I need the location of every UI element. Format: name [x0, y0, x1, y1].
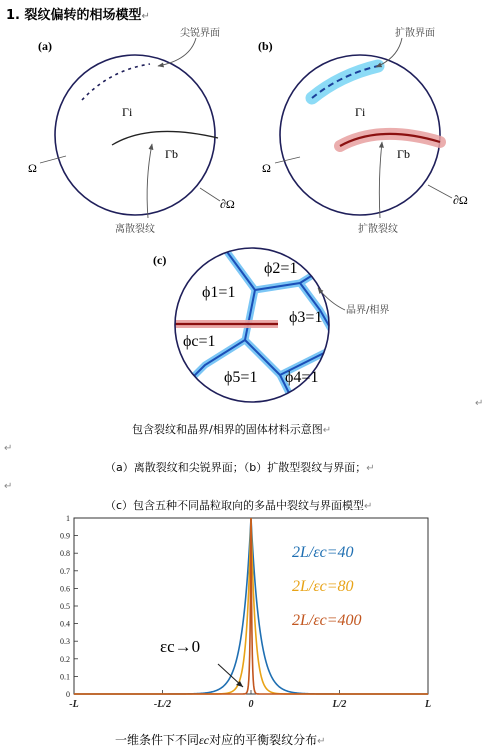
- diffuse-interface-band: [312, 66, 378, 98]
- omega-label-a: Ω: [28, 161, 37, 175]
- sharp-interface-arrow: [158, 38, 196, 66]
- return-mark: ↵: [322, 425, 332, 436]
- grain-boundary-label: 晶界/相界: [346, 305, 390, 316]
- return-mark: ↵: [364, 501, 373, 512]
- panel-a-label: (a): [38, 39, 52, 53]
- return-mark: ↵: [141, 11, 150, 22]
- x-tick-label: 0: [248, 699, 254, 710]
- omega-leader-b: [275, 157, 300, 163]
- epsilon-annotation: εc→0: [160, 637, 201, 656]
- boundary-leader-a: [200, 188, 220, 201]
- omega-leader-a: [40, 156, 66, 163]
- return-mark-line: ↵: [4, 443, 13, 454]
- caption-2: [105, 459, 375, 475]
- x-tick-label: -L/2: [153, 699, 172, 710]
- phi2-label: ϕ2=1: [264, 260, 298, 277]
- caption-4: [115, 731, 325, 748]
- diffuse-interface-label: 扩散界面: [395, 28, 435, 39]
- omega-label-b: Ω: [262, 161, 271, 175]
- return-mark: ↵: [366, 463, 375, 474]
- return-mark-line: ↵: [4, 481, 13, 492]
- sharp-interface-line: [82, 64, 150, 100]
- y-tick-labels: [60, 514, 70, 699]
- y-tick-label: 0.9: [60, 531, 70, 541]
- boundary-leader-b: [428, 185, 452, 198]
- y-tick-label: 0: [66, 690, 70, 699]
- y-tick-label: 0.4: [60, 619, 70, 629]
- diffuse-crack-arrow: [379, 142, 382, 218]
- phic-label: ϕc=1: [183, 333, 216, 350]
- caption-3: [105, 497, 372, 513]
- chart-series: [74, 518, 428, 694]
- discrete-crack-arrow: [147, 144, 152, 218]
- grain-boundaries: [170, 245, 345, 415]
- panel-b: [258, 26, 468, 235]
- y-tick-label: 0.2: [60, 654, 70, 664]
- x-tick-label: -L: [69, 699, 79, 710]
- phi3-label: ϕ3=1: [289, 309, 323, 326]
- section-title: 裂纹偏转的相场模型: [24, 8, 142, 23]
- caption-1-text: 包含裂纹和晶界/相界的固体材料示意图: [132, 423, 323, 436]
- gamma-b-label-a: Γb: [165, 147, 178, 161]
- panel-c: [153, 245, 389, 415]
- chart-legend: [292, 544, 362, 629]
- panel-b-label: (b): [258, 39, 273, 53]
- panel-a: [28, 26, 235, 235]
- legend-entry-1: 2L/εc=40: [292, 544, 354, 561]
- y-tick-label: 0.1: [60, 672, 70, 682]
- return-mark-figure: ↵: [475, 398, 484, 409]
- caption-1: [132, 421, 331, 437]
- caption-4-symbol: εc: [199, 733, 210, 747]
- caption-4-suffix: 对应的平衡裂纹分布: [209, 733, 318, 747]
- y-tick-label: 0.8: [60, 549, 70, 559]
- sharp-interface-label: 尖锐界面: [180, 28, 220, 39]
- section-number: 1.: [6, 8, 20, 23]
- caption-2-text: （a）离散裂纹和尖锐界面；（b）扩散型裂纹与界面；: [105, 461, 367, 474]
- boundary-label-b: ∂Ω: [453, 193, 468, 207]
- x-tick-label: L: [424, 699, 432, 710]
- phi5-label: ϕ5=1: [224, 369, 258, 386]
- caption-3-text: （c）包含五种不同晶粒取向的多晶中裂纹与界面模型: [105, 499, 365, 512]
- legend-entry-3: 2L/εc=400: [292, 612, 362, 629]
- boundary-label-a: ∂Ω: [220, 197, 235, 211]
- gamma-i-label-a: Γi: [122, 105, 133, 119]
- x-tick-label: L/2: [332, 699, 347, 710]
- x-tick-labels: [69, 699, 431, 710]
- gamma-b-label-b: Γb: [397, 147, 410, 161]
- discrete-crack-label: 离散裂纹: [115, 224, 155, 235]
- y-tick-label: 0.6: [60, 584, 70, 594]
- phi4-label: ϕ4=1: [285, 369, 319, 386]
- crack-profile-chart: [0, 512, 493, 718]
- gamma-i-label-b: Γi: [355, 105, 366, 119]
- phi1-label: ϕ1=1: [202, 284, 236, 301]
- y-tick-label: 0.3: [60, 637, 70, 647]
- panel-c-label: (c): [153, 253, 167, 267]
- y-tick-label: 0.7: [60, 566, 70, 576]
- y-tick-label: 0.5: [60, 602, 70, 611]
- legend-entry-2: 2L/εc=80: [292, 578, 354, 595]
- schematic-figure: [0, 20, 493, 415]
- y-tick-label: 1: [66, 514, 70, 523]
- epsilon-annotation-group: [160, 637, 243, 687]
- return-mark: ↵: [317, 736, 326, 747]
- caption-4-prefix: 一维条件下不同: [115, 733, 200, 747]
- series-line-3: [74, 518, 428, 694]
- diffuse-crack-label: 扩散裂纹: [358, 224, 398, 235]
- discrete-crack-line: [112, 131, 218, 145]
